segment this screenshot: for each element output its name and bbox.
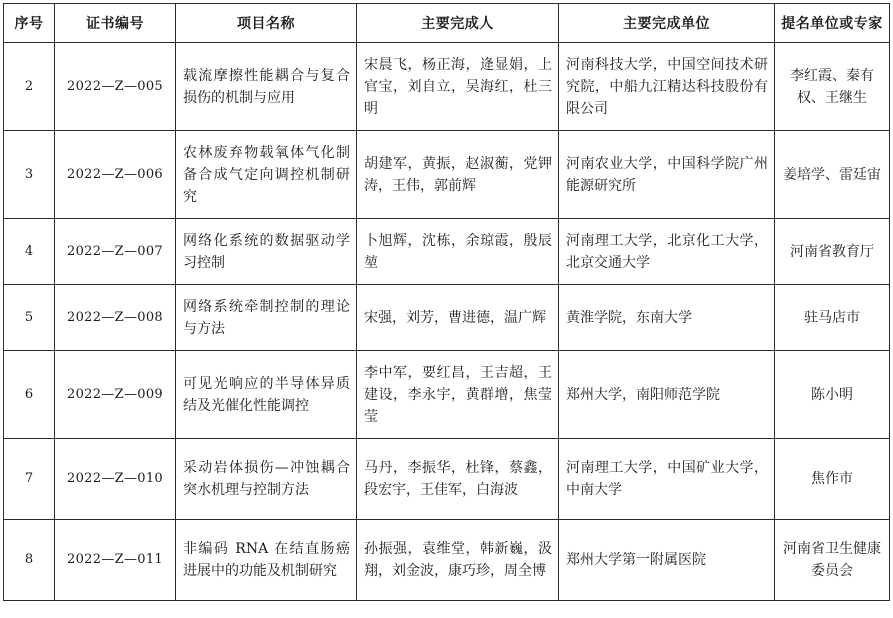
- cell-unit: 郑州大学第一附属医院: [559, 520, 775, 601]
- cell-people: 孙振强，袁维堂，韩新巍，汲翔，刘金波，康巧珍，周全博: [357, 520, 559, 601]
- header-unit: 主要完成单位: [559, 4, 775, 43]
- cell-cert: 2022—Z—005: [55, 43, 176, 131]
- cell-nominator: 焦作市: [775, 439, 890, 520]
- table-row: [4, 520, 890, 601]
- cell-nominator: 河南省卫生健康委员会: [775, 520, 890, 601]
- cell-cert: 2022—Z—008: [55, 285, 176, 351]
- cell-seq: 6: [4, 351, 55, 439]
- cell-nominator: 陈小明: [775, 351, 890, 439]
- cell-unit: 郑州大学，南阳师范学院: [559, 351, 775, 439]
- cell-seq: 3: [4, 131, 55, 219]
- header-seq: 序号: [4, 4, 55, 43]
- cell-people: 马丹，李振华，杜锋，蔡鑫，段宏宇，王佳军，白海波: [357, 439, 559, 520]
- table-row: [4, 219, 890, 285]
- table-row: [4, 439, 890, 520]
- cell-project-name: 网络化系统的数据驱动学习控制: [176, 219, 357, 285]
- cell-seq: 7: [4, 439, 55, 520]
- cell-unit: 黄淮学院，东南大学: [559, 285, 775, 351]
- table-header-row: [4, 4, 890, 43]
- table-row: [4, 43, 890, 131]
- header-nominator: 提名单位或专家: [775, 4, 890, 43]
- cell-project-name: 非编码 RNA 在结直肠癌进展中的功能及机制研究: [176, 520, 357, 601]
- cell-project-name: 网络系统牵制控制的理论与方法: [176, 285, 357, 351]
- cell-cert: 2022—Z—006: [55, 131, 176, 219]
- table-row: [4, 285, 890, 351]
- award-table: [3, 3, 890, 601]
- cell-seq: 5: [4, 285, 55, 351]
- cell-cert: 2022—Z—009: [55, 351, 176, 439]
- cell-nominator: 李红霞、秦有权、王继生: [775, 43, 890, 131]
- cell-project-name: 采动岩体损伤—冲蚀耦合突水机理与控制方法: [176, 439, 357, 520]
- cell-people: 胡建军，黄振，赵淑蘅，党钾涛，王伟，郭前辉: [357, 131, 559, 219]
- cell-people: 宋晨飞，杨正海，逄显娟，上官宝，刘自立，吴海红，杜三明: [357, 43, 559, 131]
- cell-seq: 4: [4, 219, 55, 285]
- header-cert: 证书编号: [55, 4, 176, 43]
- cell-unit: 河南农业大学，中国科学院广州能源研究所: [559, 131, 775, 219]
- cell-unit: 河南科技大学，中国空间技术研究院，中船九江精达科技股份有限公司: [559, 43, 775, 131]
- cell-project-name: 农林废弃物载氧体气化制备合成气定向调控机制研究: [176, 131, 357, 219]
- cell-seq: 8: [4, 520, 55, 601]
- cell-seq: 2: [4, 43, 55, 131]
- header-name: 项目名称: [176, 4, 357, 43]
- cell-cert: 2022—Z—007: [55, 219, 176, 285]
- cell-project-name: 可见光响应的半导体异质结及光催化性能调控: [176, 351, 357, 439]
- cell-unit: 河南理工大学，中国矿业大学，中南大学: [559, 439, 775, 520]
- cell-nominator: 姜培学、雷廷宙: [775, 131, 890, 219]
- cell-people: 李中军，要红昌，王吉超，王建设，李永宇，黄群增，焦莹莹: [357, 351, 559, 439]
- cell-unit: 河南理工大学，北京化工大学，北京交通大学: [559, 219, 775, 285]
- header-people: 主要完成人: [357, 4, 559, 43]
- cell-people: 宋强，刘芳，曹进德，温广辉: [357, 285, 559, 351]
- table-row: [4, 351, 890, 439]
- cell-project-name: 载流摩擦性能耦合与复合损伤的机制与应用: [176, 43, 357, 131]
- cell-people: 卜旭辉，沈栋，余琼霞，殷辰堃: [357, 219, 559, 285]
- cell-nominator: 驻马店市: [775, 285, 890, 351]
- cell-cert: 2022—Z—011: [55, 520, 176, 601]
- cell-nominator: 河南省教育厅: [775, 219, 890, 285]
- table-row: [4, 131, 890, 219]
- cell-cert: 2022—Z—010: [55, 439, 176, 520]
